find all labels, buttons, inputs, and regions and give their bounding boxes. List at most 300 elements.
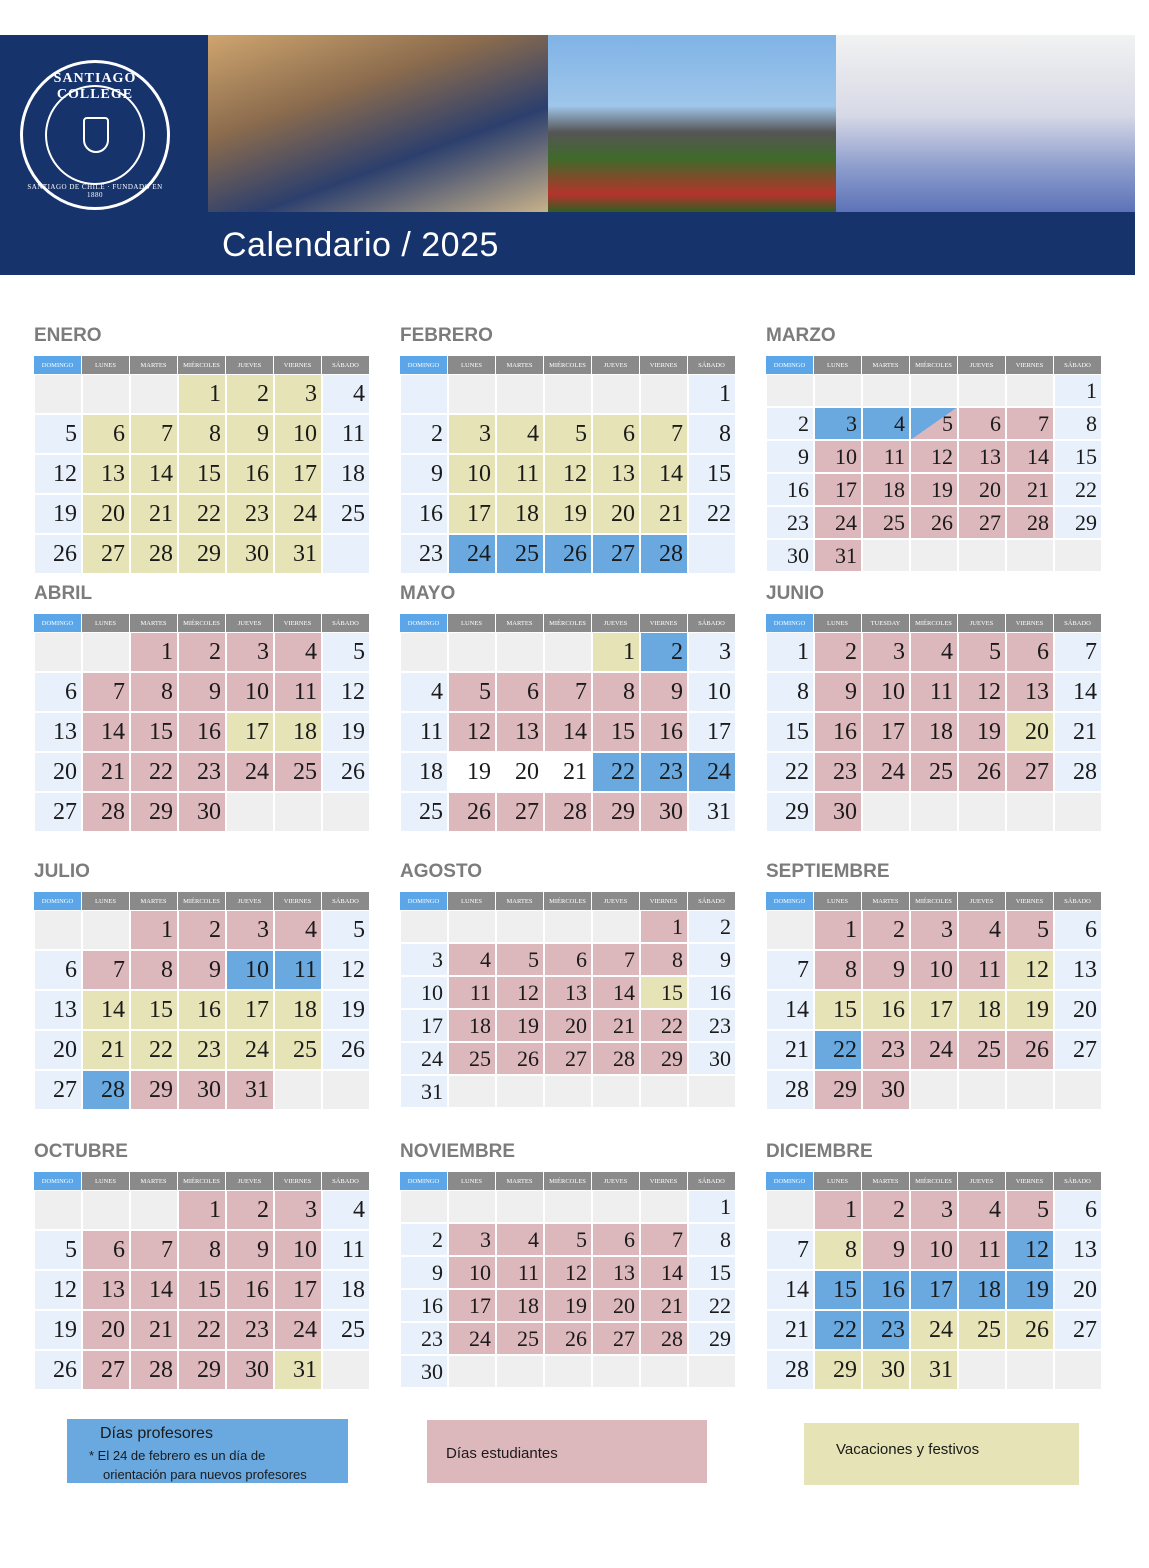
day-cell: 15 [1054, 440, 1102, 473]
empty-cell [496, 1075, 544, 1108]
day-cell: 3 [910, 910, 958, 950]
day-cell: 12 [910, 440, 958, 473]
empty-cell [814, 374, 862, 407]
day-cell: 26 [34, 1350, 82, 1390]
weekday-header: VIERNES [1006, 356, 1054, 374]
day-cell: 17 [448, 494, 496, 534]
month-marzo [766, 325, 1102, 572]
day-cell: 9 [766, 440, 814, 473]
legend-holidays [804, 1423, 1079, 1485]
empty-cell [910, 792, 958, 832]
weekday-header: LUNES [814, 614, 862, 632]
day-cell: 23 [400, 534, 448, 574]
day-cell: 27 [544, 1042, 592, 1075]
weekday-header: SÁBADO [688, 1172, 736, 1190]
day-cell: 12 [1006, 1230, 1054, 1270]
weekday-header: JUEVES [226, 356, 274, 374]
weekday-header: MIÉRCOLES [178, 356, 226, 374]
day-cell: 22 [178, 1310, 226, 1350]
month-title: ENERO [34, 325, 102, 346]
day-cell: 18 [958, 1270, 1006, 1310]
empty-cell [910, 374, 958, 407]
day-cell: 5 [544, 414, 592, 454]
day-cell: 8 [688, 414, 736, 454]
empty-cell [640, 1355, 688, 1388]
day-cell: 15 [814, 990, 862, 1030]
day-cell: 10 [448, 454, 496, 494]
day-cell: 10 [910, 950, 958, 990]
legend-teacher-days-note [89, 1446, 307, 1484]
day-cell: 3 [274, 1190, 322, 1230]
empty-cell [592, 1355, 640, 1388]
day-cell: 17 [226, 712, 274, 752]
day-cell: 31 [814, 539, 862, 572]
weekday-header: MIÉRCOLES [910, 892, 958, 910]
empty-cell [130, 1190, 178, 1230]
weekday-header: LUNES [82, 356, 130, 374]
weekday-header: VIERNES [274, 356, 322, 374]
weekday-header-row [766, 892, 1102, 910]
day-cell: 5 [1006, 910, 1054, 950]
empty-cell [640, 374, 688, 414]
day-cell: 11 [400, 712, 448, 752]
weekday-header: LUNES [82, 614, 130, 632]
weekday-header: MARTES [130, 892, 178, 910]
day-cell: 26 [322, 1030, 370, 1070]
weekday-header-row [34, 356, 370, 374]
weekday-header: DOMINGO [400, 356, 448, 374]
weekday-header: MIÉRCOLES [544, 1172, 592, 1190]
day-cell: 21 [1054, 712, 1102, 752]
weekday-header: SÁBADO [1054, 1172, 1102, 1190]
day-cell: 18 [274, 990, 322, 1030]
weekday-header: JUEVES [592, 1172, 640, 1190]
seal-inner-ring [45, 85, 145, 185]
day-cell: 9 [400, 454, 448, 494]
day-cell: 3 [448, 414, 496, 454]
day-cell: 22 [640, 1009, 688, 1042]
empty-cell [592, 1075, 640, 1108]
weekday-header: SÁBADO [688, 892, 736, 910]
day-cell: 8 [814, 1230, 862, 1270]
empty-cell [766, 910, 814, 950]
day-cell: 14 [1006, 440, 1054, 473]
weekday-header: VIERNES [640, 614, 688, 632]
empty-cell [592, 910, 640, 943]
weekday-header: VIERNES [1006, 1172, 1054, 1190]
page-title: Calendario / 2025 [222, 226, 499, 264]
empty-cell [958, 792, 1006, 832]
day-cell: 5 [34, 414, 82, 454]
day-cell: 21 [766, 1030, 814, 1070]
day-cell: 8 [130, 672, 178, 712]
day-cell: 20 [592, 494, 640, 534]
day-cell: 26 [1006, 1030, 1054, 1070]
day-cell: 25 [958, 1030, 1006, 1070]
day-cell: 12 [958, 672, 1006, 712]
day-cell: 28 [82, 792, 130, 832]
empty-cell [1006, 539, 1054, 572]
month-title: AGOSTO [400, 861, 482, 882]
day-cell: 30 [640, 792, 688, 832]
empty-cell [592, 1190, 640, 1223]
day-cell: 23 [862, 1030, 910, 1070]
day-cell: 30 [814, 792, 862, 832]
day-cell: 21 [82, 752, 130, 792]
day-cell: 7 [1006, 407, 1054, 440]
weekday-header: SÁBADO [1054, 892, 1102, 910]
day-cell: 9 [178, 672, 226, 712]
day-cell: 23 [862, 1310, 910, 1350]
day-cell: 7 [130, 414, 178, 454]
day-cell: 1 [130, 910, 178, 950]
day-cell: 14 [544, 712, 592, 752]
weekday-header-row [34, 614, 370, 632]
month-title: MAYO [400, 583, 456, 604]
day-cell: 1 [130, 632, 178, 672]
empty-cell [82, 910, 130, 950]
legend-student-days [427, 1420, 707, 1483]
empty-cell [544, 910, 592, 943]
day-cell: 13 [496, 712, 544, 752]
day-cell: 22 [130, 752, 178, 792]
day-cell: 24 [910, 1030, 958, 1070]
empty-cell [400, 910, 448, 943]
day-cell: 8 [814, 950, 862, 990]
empty-cell [766, 1190, 814, 1230]
empty-cell [544, 1355, 592, 1388]
day-cell: 13 [592, 454, 640, 494]
day-cell: 5 [496, 943, 544, 976]
day-cell: 7 [640, 1223, 688, 1256]
day-cell: 24 [862, 752, 910, 792]
day-cell: 11 [448, 976, 496, 1009]
day-cell: 17 [448, 1289, 496, 1322]
day-cell: 3 [910, 1190, 958, 1230]
day-cell: 13 [34, 712, 82, 752]
day-cell: 26 [322, 752, 370, 792]
day-cell: 10 [274, 1230, 322, 1270]
weekday-header-row [34, 1172, 370, 1190]
day-cell: 10 [910, 1230, 958, 1270]
day-cell: 30 [862, 1350, 910, 1390]
day-cell: 11 [274, 950, 322, 990]
empty-cell [958, 1070, 1006, 1110]
legend-holidays-label: Vacaciones y festivos [836, 1441, 980, 1458]
day-cell: 27 [958, 506, 1006, 539]
day-cell: 21 [130, 1310, 178, 1350]
weekday-header: DOMINGO [766, 614, 814, 632]
day-cell: 21 [592, 1009, 640, 1042]
day-cell: 7 [82, 672, 130, 712]
day-cell: 13 [544, 976, 592, 1009]
month-septiembre [766, 861, 1102, 1110]
day-cell: 6 [544, 943, 592, 976]
seal-top-text: SANTIAGO COLLEGE [53, 71, 137, 102]
month-julio [34, 861, 370, 1110]
weekday-header: DOMINGO [400, 892, 448, 910]
month-agosto [400, 861, 736, 1108]
day-cell: 14 [82, 712, 130, 752]
day-cell: 5 [958, 632, 1006, 672]
weekday-header: SÁBADO [322, 892, 370, 910]
day-cell: 31 [688, 792, 736, 832]
day-cell: 7 [766, 1230, 814, 1270]
day-cell: 14 [130, 454, 178, 494]
day-cell: 25 [322, 494, 370, 534]
day-cell: 20 [592, 1289, 640, 1322]
day-cell: 4 [322, 1190, 370, 1230]
day-cell: 20 [34, 752, 82, 792]
day-cell: 17 [400, 1009, 448, 1042]
weekday-header: VIERNES [1006, 892, 1054, 910]
empty-cell [1054, 792, 1102, 832]
weekday-header: JUEVES [958, 614, 1006, 632]
day-cell: 31 [910, 1350, 958, 1390]
day-cell: 10 [814, 440, 862, 473]
day-cell: 14 [640, 1256, 688, 1289]
day-grid [400, 910, 736, 1108]
day-cell: 11 [274, 672, 322, 712]
day-cell: 1 [178, 374, 226, 414]
day-cell: 5 [34, 1230, 82, 1270]
legend-student-days-label: Días estudiantes [446, 1445, 558, 1462]
weekday-header: MARTES [496, 356, 544, 374]
day-cell: 6 [34, 950, 82, 990]
day-cell: 25 [448, 1042, 496, 1075]
empty-cell [82, 1190, 130, 1230]
day-cell: 6 [958, 407, 1006, 440]
day-cell: 4 [400, 672, 448, 712]
weekday-header: MARTES [130, 1172, 178, 1190]
month-mayo [400, 583, 736, 832]
weekday-header: DOMINGO [34, 892, 82, 910]
day-cell: 16 [862, 1270, 910, 1310]
weekday-header: VIERNES [640, 892, 688, 910]
empty-cell [592, 374, 640, 414]
weekday-header: DOMINGO [766, 892, 814, 910]
day-cell: 15 [688, 1256, 736, 1289]
weekday-header: MIÉRCOLES [910, 1172, 958, 1190]
day-cell: 11 [496, 1256, 544, 1289]
day-cell: 4 [862, 407, 910, 440]
day-cell: 2 [862, 1190, 910, 1230]
weekday-header: VIERNES [640, 356, 688, 374]
empty-cell [862, 374, 910, 407]
day-cell: 11 [496, 454, 544, 494]
month-title: ABRIL [34, 583, 93, 604]
day-cell: 14 [82, 990, 130, 1030]
day-cell: 25 [274, 1030, 322, 1070]
day-cell: 14 [130, 1270, 178, 1310]
day-cell: 16 [226, 454, 274, 494]
day-cell: 25 [862, 506, 910, 539]
empty-cell [322, 1070, 370, 1110]
day-cell: 20 [1006, 712, 1054, 752]
crest-icon [83, 117, 109, 153]
header-banner [0, 35, 1135, 275]
day-grid [766, 374, 1102, 572]
day-cell: 4 [958, 910, 1006, 950]
day-cell: 8 [178, 414, 226, 454]
day-cell: 1 [766, 632, 814, 672]
empty-cell [544, 1075, 592, 1108]
weekday-header: JUEVES [592, 356, 640, 374]
empty-cell [496, 1355, 544, 1388]
day-cell: 16 [814, 712, 862, 752]
empty-cell [1006, 1350, 1054, 1390]
empty-cell [496, 1190, 544, 1223]
day-cell: 10 [448, 1256, 496, 1289]
day-cell: 8 [178, 1230, 226, 1270]
day-cell: 1 [814, 1190, 862, 1230]
weekday-header: MIÉRCOLES [544, 356, 592, 374]
day-cell: 21 [766, 1310, 814, 1350]
day-cell: 26 [496, 1042, 544, 1075]
day-cell: 25 [274, 752, 322, 792]
day-cell: 8 [766, 672, 814, 712]
day-cell: 29 [688, 1322, 736, 1355]
day-cell: 18 [910, 712, 958, 752]
weekday-header: MIÉRCOLES [178, 614, 226, 632]
day-cell: 29 [814, 1070, 862, 1110]
day-cell: 20 [1054, 1270, 1102, 1310]
day-cell: 8 [592, 672, 640, 712]
day-cell: 23 [226, 494, 274, 534]
day-cell: 28 [766, 1070, 814, 1110]
day-cell: 26 [544, 534, 592, 574]
day-cell: 3 [400, 943, 448, 976]
day-cell: 31 [274, 1350, 322, 1390]
day-cell: 4 [322, 374, 370, 414]
day-cell: 15 [130, 712, 178, 752]
day-cell: 2 [766, 407, 814, 440]
day-cell: 22 [592, 752, 640, 792]
day-cell: 13 [1006, 672, 1054, 712]
day-cell: 13 [34, 990, 82, 1030]
empty-cell [862, 539, 910, 572]
day-cell: 16 [766, 473, 814, 506]
empty-cell [448, 1190, 496, 1223]
day-cell: 5 [544, 1223, 592, 1256]
weekday-header: VIERNES [274, 892, 322, 910]
empty-cell [1054, 1350, 1102, 1390]
day-cell: 16 [400, 494, 448, 534]
month-title: OCTUBRE [34, 1141, 128, 1162]
day-cell: 3 [274, 374, 322, 414]
day-cell: 28 [766, 1350, 814, 1390]
day-cell: 28 [1054, 752, 1102, 792]
weekday-header: JUEVES [226, 892, 274, 910]
day-cell: 25 [322, 1310, 370, 1350]
weekday-header: SÁBADO [1054, 356, 1102, 374]
day-cell: 4 [448, 943, 496, 976]
day-cell: 28 [640, 534, 688, 574]
day-cell: 27 [496, 792, 544, 832]
empty-cell [766, 374, 814, 407]
empty-cell [544, 1190, 592, 1223]
empty-cell [448, 632, 496, 672]
empty-cell [34, 374, 82, 414]
day-cell: 24 [274, 1310, 322, 1350]
empty-cell [400, 1190, 448, 1223]
day-cell: 30 [226, 534, 274, 574]
weekday-header: SÁBADO [322, 1172, 370, 1190]
day-cell: 3 [226, 910, 274, 950]
empty-cell [400, 374, 448, 414]
day-cell: 22 [130, 1030, 178, 1070]
day-cell: 30 [688, 1042, 736, 1075]
empty-cell [448, 910, 496, 943]
day-cell: 16 [178, 990, 226, 1030]
weekday-header: JUEVES [958, 892, 1006, 910]
empty-cell [82, 374, 130, 414]
day-cell: 1 [688, 1190, 736, 1223]
day-cell: 24 [448, 534, 496, 574]
day-cell: 27 [82, 1350, 130, 1390]
day-cell: 17 [274, 1270, 322, 1310]
day-cell: 24 [400, 1042, 448, 1075]
day-cell: 6 [592, 1223, 640, 1256]
day-grid [766, 632, 1102, 832]
day-cell: 22 [1054, 473, 1102, 506]
day-cell: 1 [640, 910, 688, 943]
day-cell: 19 [958, 712, 1006, 752]
day-cell: 23 [640, 752, 688, 792]
day-cell: 13 [1054, 950, 1102, 990]
month-title: FEBRERO [400, 325, 493, 346]
day-cell: 26 [544, 1322, 592, 1355]
day-cell: 6 [496, 672, 544, 712]
weekday-header: MARTES [130, 614, 178, 632]
day-cell: 18 [274, 712, 322, 752]
day-cell: 12 [544, 454, 592, 494]
day-cell: 26 [448, 792, 496, 832]
day-cell: 12 [34, 454, 82, 494]
day-cell: 19 [544, 1289, 592, 1322]
day-cell: 6 [34, 672, 82, 712]
month-title: SEPTIEMBRE [766, 861, 890, 882]
empty-cell [34, 910, 82, 950]
day-cell: 19 [448, 752, 496, 792]
month-diciembre [766, 1141, 1102, 1390]
day-cell: 4 [910, 632, 958, 672]
weekday-header: JUEVES [592, 892, 640, 910]
day-cell: 15 [814, 1270, 862, 1310]
empty-cell [496, 910, 544, 943]
legend-teacher-days [67, 1419, 348, 1483]
day-cell: 18 [862, 473, 910, 506]
weekday-header: VIERNES [1006, 614, 1054, 632]
day-cell: 23 [766, 506, 814, 539]
day-cell: 2 [226, 374, 274, 414]
weekday-header-row [400, 892, 736, 910]
day-cell: 16 [688, 976, 736, 1009]
weekday-header: LUNES [448, 1172, 496, 1190]
day-cell: 9 [814, 672, 862, 712]
day-cell: 21 [544, 752, 592, 792]
weekday-header: SÁBADO [688, 356, 736, 374]
day-cell: 23 [814, 752, 862, 792]
day-cell: 25 [910, 752, 958, 792]
day-cell: 24 [226, 752, 274, 792]
weekday-header: MARTES [496, 892, 544, 910]
day-cell: 9 [400, 1256, 448, 1289]
day-cell: 16 [178, 712, 226, 752]
day-cell: 17 [814, 473, 862, 506]
empty-cell [910, 539, 958, 572]
day-cell: 14 [766, 990, 814, 1030]
